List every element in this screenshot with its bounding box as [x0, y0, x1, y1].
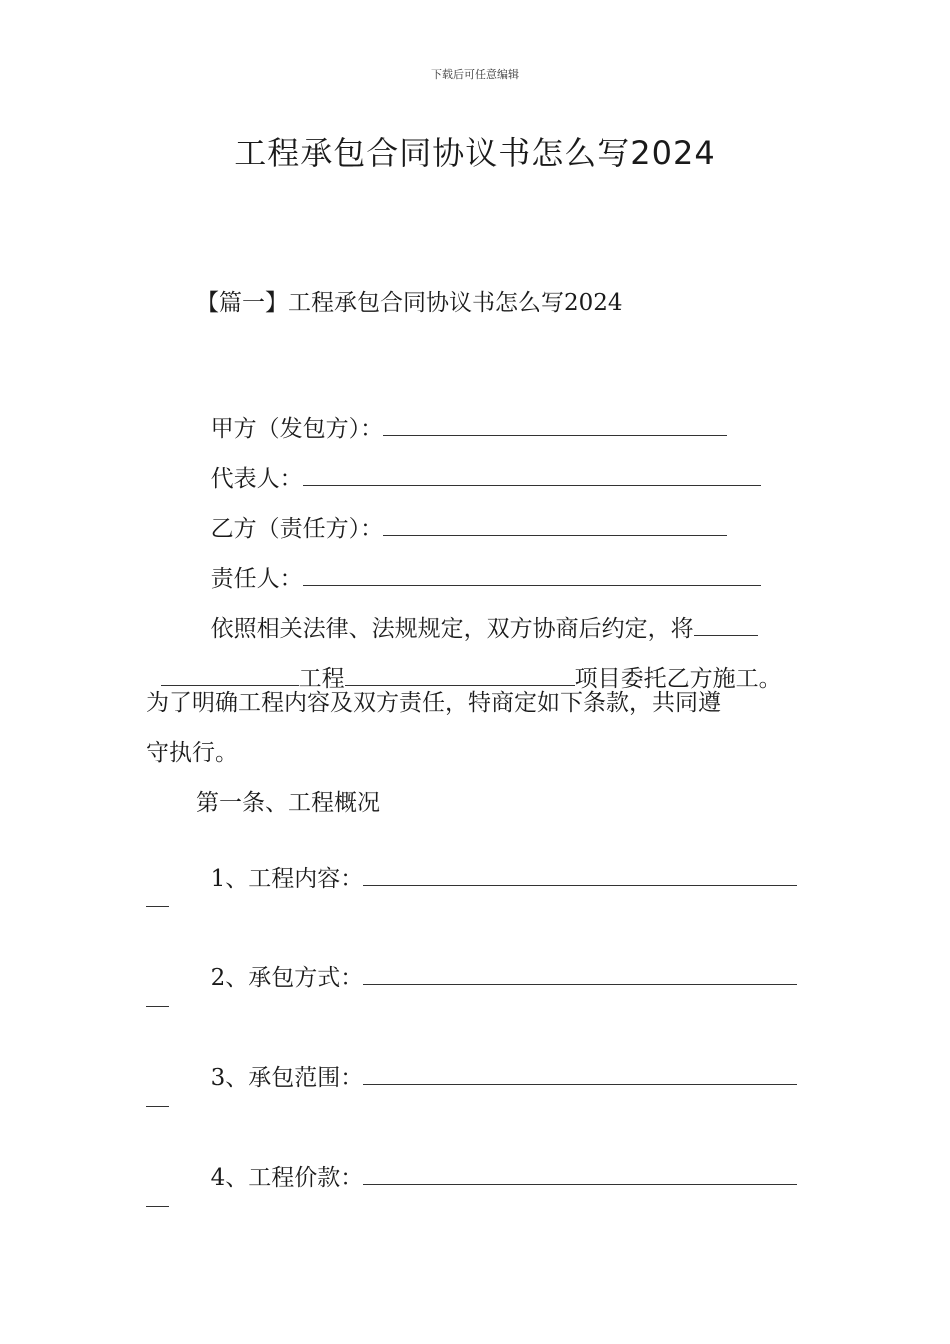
project-item-blank[interactable]	[345, 664, 575, 686]
representative-label: 代表人：	[210, 466, 303, 492]
responsible-label: 责任人：	[210, 566, 303, 592]
item-4-label: 4、工程价款：	[210, 1165, 364, 1191]
item-4-blank-continuation	[146, 1206, 169, 1207]
item-3-blank-continuation	[146, 1106, 169, 1107]
intro-text-2: 工程	[298, 666, 345, 692]
party-a-blank[interactable]	[383, 414, 727, 436]
article-item-3	[196, 1033, 797, 1092]
party-a-label: 甲方（发包方）：	[210, 416, 384, 442]
project-blank-a[interactable]	[694, 614, 758, 636]
item-1-label: 1、工程内容：	[210, 866, 364, 892]
section-heading: 【篇一】工程承包合同协议书怎么写2024	[196, 290, 623, 316]
responsible-blank[interactable]	[303, 564, 761, 586]
article-item-2	[196, 933, 797, 992]
download-note: 下载后可任意编辑	[431, 68, 519, 81]
item-1-blank[interactable]	[363, 864, 797, 886]
item-3-blank[interactable]	[363, 1063, 797, 1085]
item-2-blank-continuation	[146, 1006, 169, 1007]
article-1-heading: 第一条、工程概况	[196, 790, 380, 816]
article-item-1	[196, 834, 797, 893]
intro-line-3: 为了明确工程内容及双方责任，特商定如下条款，共同遵	[146, 690, 721, 716]
party-b-label: 乙方（责任方）：	[210, 516, 384, 542]
article-item-4	[196, 1133, 797, 1192]
item-3-label: 3、承包范围：	[210, 1065, 364, 1091]
project-blank-b[interactable]	[161, 664, 299, 686]
item-1-blank-continuation	[146, 906, 169, 907]
item-2-label: 2、承包方式：	[210, 965, 364, 991]
item-4-blank[interactable]	[363, 1163, 797, 1185]
party-b-blank[interactable]	[383, 514, 727, 536]
item-2-blank[interactable]	[363, 963, 797, 985]
intro-text-3: 项目委托乙方施工。	[574, 666, 782, 692]
representative-blank[interactable]	[303, 464, 761, 486]
intro-line-4: 守执行。	[146, 740, 238, 766]
intro-text-1: 依照相关法律、法规规定，双方协商后约定，将	[210, 616, 694, 642]
document-title: 工程承包合同协议书怎么写2024	[234, 134, 716, 172]
